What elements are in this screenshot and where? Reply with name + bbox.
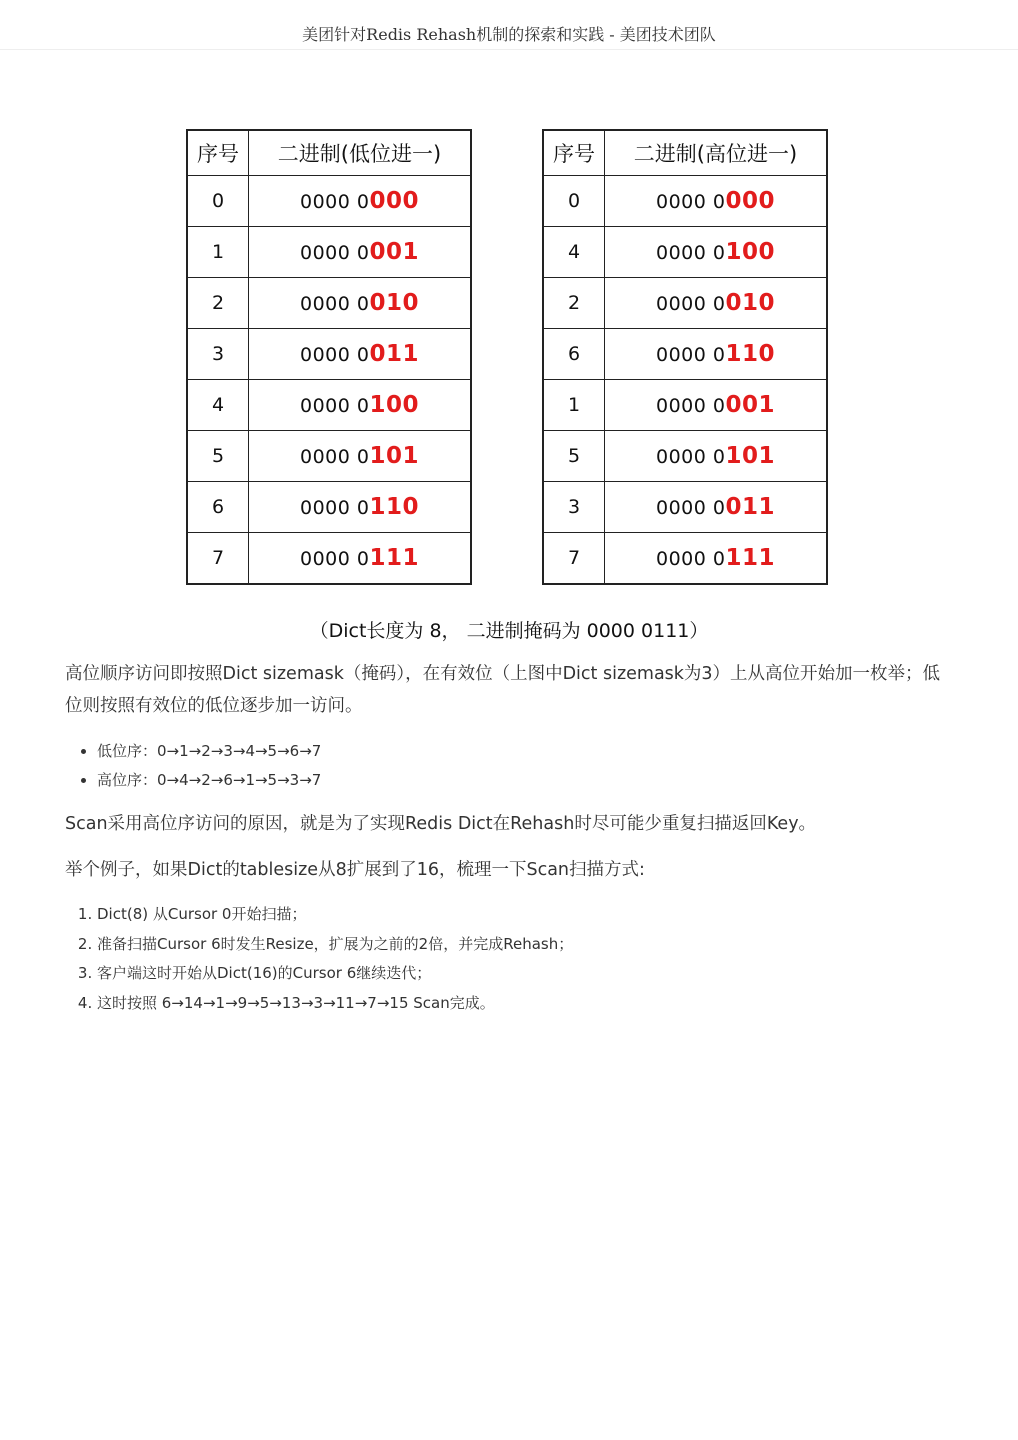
table-row xyxy=(543,176,827,227)
row-index: 3 xyxy=(543,482,605,533)
highlighted-bits: 100 xyxy=(725,239,775,265)
table-row xyxy=(543,278,827,329)
page-title: 美团针对Redis Rehash机制的探索和实践 - 美团技术团队 xyxy=(302,25,716,44)
list-item: 3. 客户端这时开始从Dict(16)的Cursor 6继续迭代； xyxy=(97,959,573,989)
highlighted-bits: 010 xyxy=(725,290,775,316)
row-index: 6 xyxy=(187,482,249,533)
row-binary: 0000 0100 xyxy=(605,227,828,278)
highlighted-bits: 111 xyxy=(725,545,775,571)
paragraph-example: 举个例子，如果Dict的tablesize从8扩展到了16，梳理一下Scan扫描方式: xyxy=(65,860,645,880)
highlighted-bits: 100 xyxy=(369,392,419,418)
order-bullet-list xyxy=(65,737,321,795)
row-index: 3 xyxy=(187,329,249,380)
table-row xyxy=(543,227,827,278)
row-index: 4 xyxy=(187,380,249,431)
row-index: 2 xyxy=(187,278,249,329)
highlighted-bits: 110 xyxy=(725,341,775,367)
highlighted-bits: 101 xyxy=(725,443,775,469)
row-binary: 0000 0101 xyxy=(249,431,472,482)
row-binary: 0000 0110 xyxy=(605,329,828,380)
row-index: 7 xyxy=(187,533,249,585)
table-header-binary: 二进制(低位进一) xyxy=(249,130,472,176)
row-index: 4 xyxy=(543,227,605,278)
row-binary: 0000 0001 xyxy=(605,380,828,431)
list-item: • 高位序：0→4→2→6→1→5→3→7 xyxy=(97,766,321,795)
table-row xyxy=(543,329,827,380)
highlighted-bits: 011 xyxy=(369,341,419,367)
list-item: • 低位序：0→1→2→3→4→5→6→7 xyxy=(97,737,321,766)
row-index: 2 xyxy=(543,278,605,329)
table-row xyxy=(187,482,471,533)
binary-table-low-order xyxy=(186,129,472,585)
row-index: 6 xyxy=(543,329,605,380)
row-binary: 0000 0111 xyxy=(605,533,828,585)
highlighted-bits: 110 xyxy=(369,494,419,520)
table-row xyxy=(543,533,827,585)
highlighted-bits: 011 xyxy=(725,494,775,520)
row-binary: 0000 0001 xyxy=(249,227,472,278)
table-row xyxy=(187,380,471,431)
row-binary: 0000 0000 xyxy=(605,176,828,227)
row-binary: 0000 0010 xyxy=(249,278,472,329)
row-binary: 0000 0111 xyxy=(249,533,472,585)
scan-steps-list xyxy=(65,900,573,1018)
row-binary: 0000 0011 xyxy=(605,482,828,533)
row-index: 5 xyxy=(543,431,605,482)
table-row xyxy=(543,380,827,431)
table-header-index: 序号 xyxy=(543,130,605,176)
list-item: 1. Dict(8) 从Cursor 0开始扫描； xyxy=(97,900,573,930)
table-header-index: 序号 xyxy=(187,130,249,176)
row-binary: 0000 0101 xyxy=(605,431,828,482)
figure-caption: （Dict长度为 8， 二进制掩码为 0000 0111） xyxy=(309,620,709,642)
row-index: 7 xyxy=(543,533,605,585)
table-row xyxy=(187,329,471,380)
row-binary: 0000 0011 xyxy=(249,329,472,380)
list-item: 2. 准备扫描Cursor 6时发生Resize，扩展为之前的2倍，并完成Rehash； xyxy=(97,930,573,960)
highlighted-bits: 010 xyxy=(369,290,419,316)
row-index: 5 xyxy=(187,431,249,482)
table-row xyxy=(187,431,471,482)
paragraph-explain: 高位顺序访问即按照Dict sizemask（掩码），在有效位（上图中Dict sizemask为3）上从高位开始加一枚举；低位则按照有效位的低位逐步加一访问。 xyxy=(65,664,941,716)
row-index: 1 xyxy=(543,380,605,431)
row-index: 0 xyxy=(543,176,605,227)
table-row xyxy=(187,176,471,227)
table-row xyxy=(543,482,827,533)
table-row xyxy=(187,227,471,278)
row-binary: 0000 0010 xyxy=(605,278,828,329)
row-binary: 0000 0110 xyxy=(249,482,472,533)
highlighted-bits: 000 xyxy=(369,188,419,214)
table-row xyxy=(187,533,471,585)
table-row xyxy=(187,278,471,329)
paragraph-reason: Scan采用高位序访问的原因，就是为了实现Redis Dict在Rehash时尽可能少重复扫描返回Key。 xyxy=(65,814,817,834)
highlighted-bits: 111 xyxy=(369,545,419,571)
table-header-binary: 二进制(高位进一) xyxy=(605,130,828,176)
list-item: 4. 这时按照 6→14→1→9→5→13→3→11→7→15 Scan完成。 xyxy=(97,989,573,1019)
row-index: 0 xyxy=(187,176,249,227)
highlighted-bits: 001 xyxy=(369,239,419,265)
binary-table-high-order xyxy=(542,129,828,585)
row-binary: 0000 0000 xyxy=(249,176,472,227)
page-header xyxy=(0,0,1018,50)
highlighted-bits: 000 xyxy=(725,188,775,214)
table-row xyxy=(543,431,827,482)
row-binary: 0000 0100 xyxy=(249,380,472,431)
row-index: 1 xyxy=(187,227,249,278)
highlighted-bits: 101 xyxy=(369,443,419,469)
highlighted-bits: 001 xyxy=(725,392,775,418)
